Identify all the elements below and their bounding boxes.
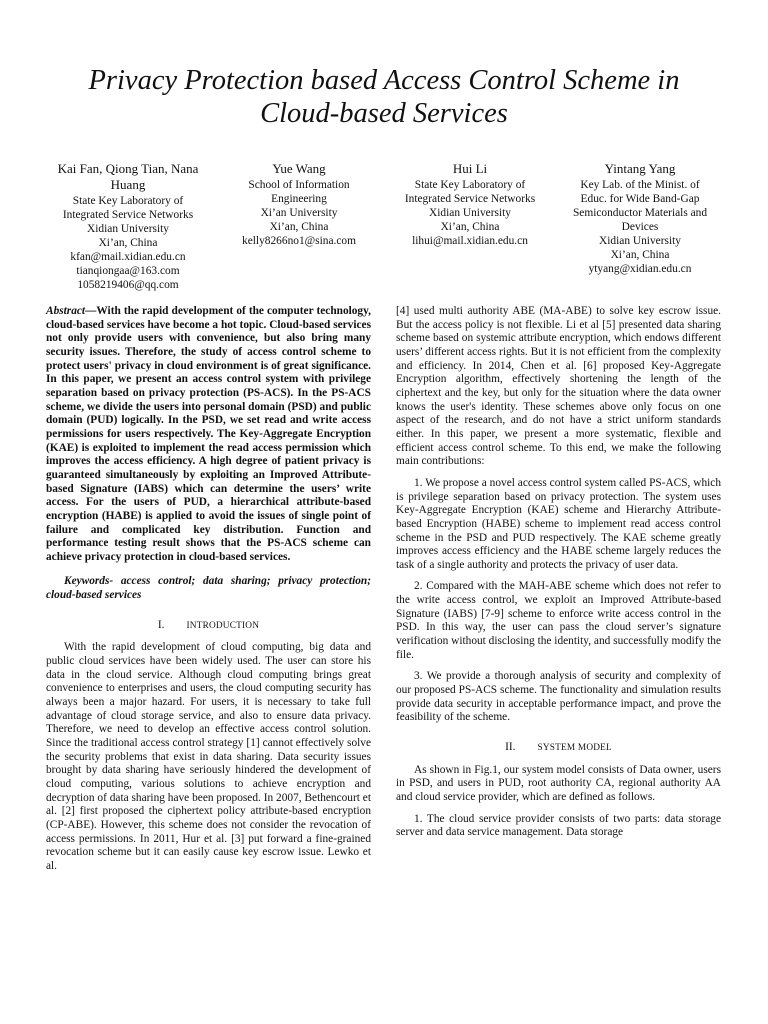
affiliation-line: Educ. for Wide Band-Gap [580, 193, 700, 205]
affiliation-line: Xi’an, China [269, 221, 329, 233]
section-heading-system-model [396, 741, 721, 756]
affiliation-line: Integrated Service Networks [404, 193, 536, 205]
author-3-name [384, 161, 556, 177]
author-2 [224, 161, 374, 248]
author-2-name [224, 161, 374, 177]
affiliation-line: Xidian University [599, 235, 681, 247]
left-column [46, 305, 371, 874]
keywords: Keywords- access control; data sharing; privacy protection; cloud-based services [46, 575, 371, 602]
introduction-paragraph: With the rapid development of cloud computing, big data and public cloud services have been widely used. The user can store his data in the cloud service. Although cloud computing brings great convenience to enterprises and users, the cloud computing security has always been a major hazard. For users, it is necessary to take full advantage of cloud storage service, and also to ensure data privacy. Therefore, we need to develop an effective access control solution. Since the traditional access control strategy [1] cannot effectively solve the security problems that exist in data sharing. Data security issues brought by data sharing have seriously hindered the development of cloud computing, various solutions to achieve encryption and decryption of data sharing have been proposed. In 2007, Bethencourt et al. [2] first proposed the ciphertext policy attribute-based encryption (CP-ABE). However, this scheme does not consider the revocation of access permissions. In 2011, Hur et al. [3] put forward a fine-grained revocation scheme but it can easily cause key escrow issue. Lewko et al. [46, 641, 371, 872]
author-name-line: Kai Fan, Qiong Tian, Nana [57, 161, 199, 176]
paper-title-line-1: Privacy Protection based Access Control Scheme in [88, 65, 680, 96]
affiliation-line: State Key Laboratory of [72, 195, 184, 207]
author-3 [384, 161, 556, 248]
right-column [396, 305, 721, 840]
section-heading-introduction [46, 619, 371, 634]
affiliation-line: School of Information [248, 179, 350, 191]
section-title: SYSTEM MODEL [537, 743, 612, 754]
contribution-2: 2. Compared with the MAH-ABE scheme which does not refer to the write access control, we exploit an Improved Attribute-based Signature (IABS) [7-9] scheme to enforce write access control in the PSD. In this way, the user can pass the cloud server’s signature verification without disclosing the identity, and successfully modify the file. [396, 580, 721, 661]
email-link[interactable]: kelly8266no1@sina.com [242, 235, 356, 247]
author-name-line: Yue Wang [272, 161, 326, 176]
affiliation-line: State Key Laboratory of [414, 179, 526, 191]
affiliation-line: Xi’an University [260, 207, 338, 219]
section-number: II. [505, 741, 516, 754]
author-block [40, 161, 728, 296]
contribution-1: 1. We propose a novel access control system called PS-ACS, which is privilege separation based on privacy protection. The system uses Key-Aggregate Encryption (KAE) scheme and Hierarchy Attribute-based Encryption (HABE) scheme to implement read access control scheme in the PSD and PUD respectively. The KAE scheme greatly improves access efficiency and the HABE scheme largely reduces the task of a single authority and protects the privacy of user data. [396, 476, 721, 571]
email-link[interactable]: kfan@mail.xidian.edu.cn [70, 251, 186, 263]
affiliation-line: Devices [621, 221, 659, 233]
email-link[interactable]: 1058219406@qq.com [77, 279, 179, 291]
abstract [46, 305, 371, 564]
author-4-name [558, 161, 722, 177]
paper-title [40, 64, 728, 130]
abstract-label: Abstract— [46, 305, 97, 317]
affiliation-line: Integrated Service Networks [62, 209, 194, 221]
introduction-continued: [4] used multi authority ABE (MA-ABE) to solve key escrow issue. But the access policy is not flexible. Li et al [5] presented data sharing scheme based on systemic attribute encryption, which endows different users’ different access rights. But it is not efficient from the complexity and efficiency. In 2014, Chen et al. [6] proposed Key-Aggregate Encryption algorithm, effectively shortening the length of the ciphertext and the key, but only for the situation where the data owner knows the user's identity. These schemes above only focus on one aspect of the research, and do not have a strict uniform standards either. In this paper, we present a more systematic, flexible and efficient access control scheme. To this end, we make the following main contributions: [396, 305, 721, 468]
author-name-line: Yintang Yang [604, 161, 676, 176]
system-model-paragraph: As shown in Fig.1, our system model consists of Data owner, users in PSD, and users in PUD, root authority CA, regional authority AA and cloud service provider, which are defined as follows. [396, 763, 721, 803]
abstract-text: With the rapid development of the computer technology, cloud-based services have become a hot topic. Cloud-based services not only provide users with convenience, but also bring many security issues. Therefore, the study of access control scheme to protect users' privacy in cloud environment is of great significance. In this paper, we present an access control system with privilege separation based on privacy protection (PS-ACS). In the PS-ACS scheme, we divide the users into personal domain (PSD) and public domain (PUD) logically. In the PSD, we set read and write access permissions for users respectively. The Key-Aggregate Encryption (KAE) is exploited to implement the read access permission which improves the access efficiency. A high degree of patient privacy is guaranteed simultaneously by exploiting an Improved Attribute-based Signature (IABS) which can determine the users’ write access. For the users of PUD, a hierarchical attribute-based encryption (HABE) is applied to avoid the issues of single point of failure and complicated key distribution. Function and performance testing result shows that the PS-ACS scheme can achieve privacy protection in cloud-based services. [46, 305, 371, 563]
author-name-line: Hui Li [452, 161, 488, 176]
affiliation-line: Engineering [271, 193, 327, 205]
paper-title-line-2: Cloud-based Services [260, 98, 508, 129]
system-model-item-1: 1. The cloud service provider consists of two parts: data storage server and data service management. Data storage [396, 812, 721, 839]
email-link[interactable]: ytyang@xidian.edu.cn [588, 263, 692, 275]
affiliation-line: Xi’an, China [610, 249, 670, 261]
section-title: INTRODUCTION [186, 620, 260, 631]
author-4 [558, 161, 722, 276]
section-number: I. [157, 618, 165, 631]
affiliation-line: Xi’an, China [440, 221, 500, 233]
author-1-name [40, 161, 216, 193]
contribution-3: 3. We provide a thorough analysis of security and complexity of our proposed PS-ACS scheme. The functionality and simulation results provide data security in acceptable performance impact, and prove the feasibility of the scheme. [396, 670, 721, 724]
affiliation-line: Key Lab. of the Minist. of [580, 179, 700, 191]
affiliation-line: Semiconductor Materials and [572, 207, 708, 219]
author-name-line: Huang [110, 177, 146, 192]
email-link[interactable]: tianqiongaa@163.com [76, 265, 180, 277]
affiliation-line: Xidian University [429, 207, 511, 219]
affiliation-line: Xidian University [87, 223, 169, 235]
affiliation-line: Xi’an, China [98, 237, 158, 249]
email-link[interactable]: lihui@mail.xidian.edu.cn [412, 235, 528, 247]
author-1 [40, 161, 216, 292]
